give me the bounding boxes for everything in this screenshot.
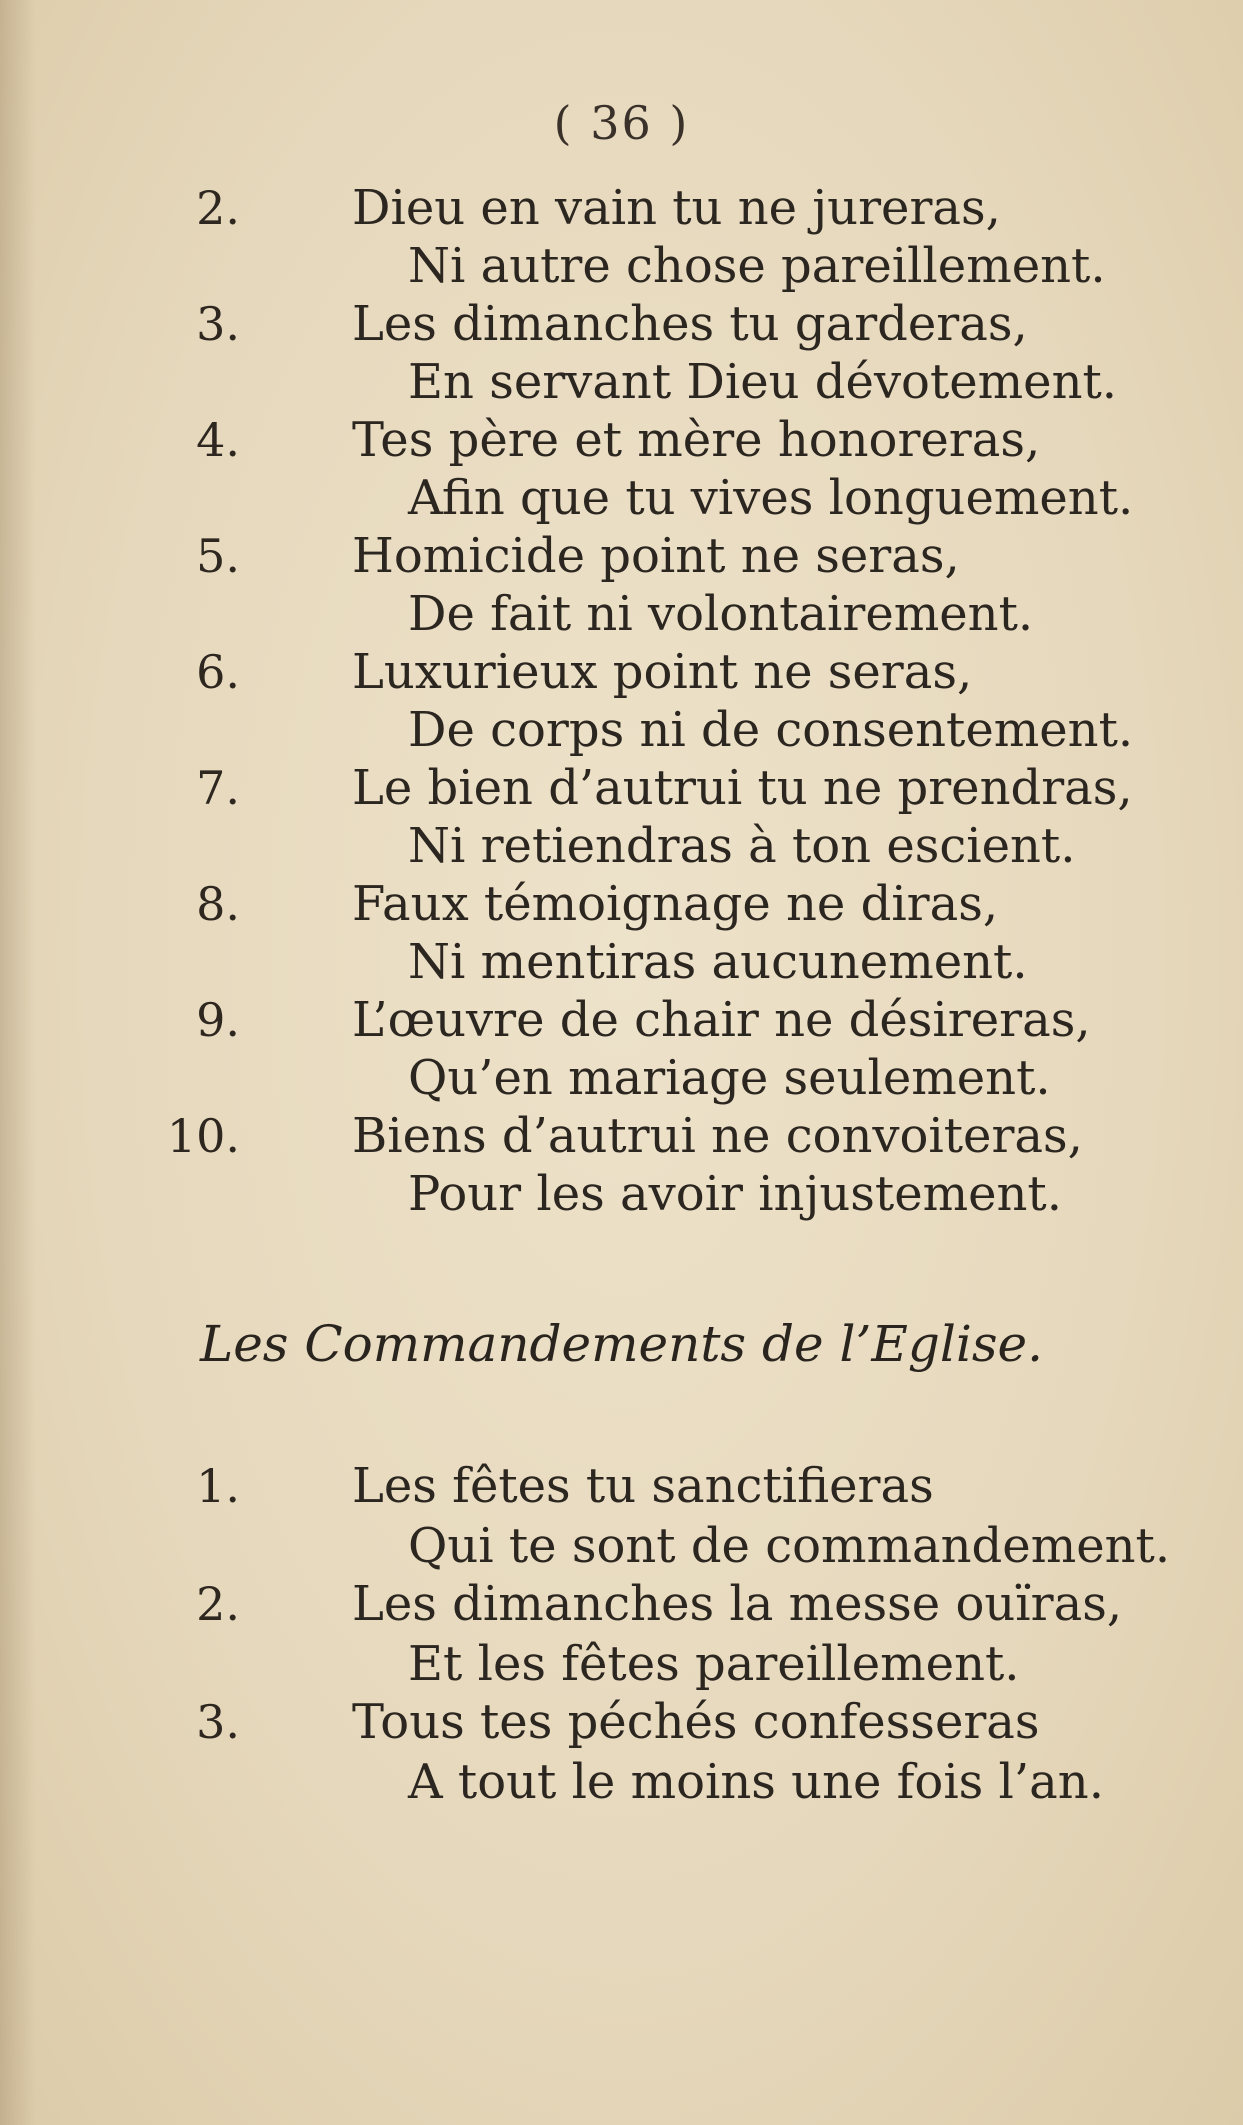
verse-line-2: Qui te sont de commandement. (408, 1518, 1171, 1574)
verse-line-1: Tes père et mère honoreras, (352, 412, 1041, 468)
verse-number: 5. (196, 529, 240, 583)
verse-line-2: Ni retiendras à ton escient. (408, 818, 1076, 874)
page-number: ( 36 ) (553, 96, 690, 150)
verse-line-2: De fait ni volontairement. (408, 586, 1034, 642)
verse-number: 6. (196, 645, 240, 699)
verse-number: 10. (166, 1109, 240, 1163)
verse-line-2: Ni autre chose pareillement. (408, 238, 1106, 294)
verse-number: 4. (196, 413, 240, 467)
verse-line-1: Luxurieux point ne seras, (352, 644, 973, 700)
verse-number: 7. (196, 761, 240, 815)
verse-line-2: Pour les avoir injustement. (408, 1166, 1062, 1222)
verse-line-1: Le bien d’autrui tu ne prendras, (352, 760, 1133, 816)
verse-line-1: Les dimanches tu garderas, (352, 296, 1028, 352)
verse-line-2: Afin que tu vives longuement. (408, 470, 1134, 526)
verse-number: 2. (196, 181, 240, 235)
verse-number: 3. (196, 1695, 240, 1749)
verse-number: 9. (196, 993, 240, 1047)
verse-number: 2. (196, 1577, 240, 1631)
verse-line-2: A tout le moins une fois l’an. (408, 1754, 1104, 1810)
verse-line-2: Ni mentiras aucunement. (408, 934, 1028, 990)
verse-number: 8. (196, 877, 240, 931)
verse-line-1: Biens d’autrui ne convoiteras, (352, 1108, 1083, 1164)
verse-line-2: De corps ni de consentement. (408, 702, 1134, 758)
verse-line-1: Homicide point ne seras, (352, 528, 960, 584)
verse-number: 1. (196, 1459, 240, 1513)
verse-line-1: L’œuvre de chair ne désireras, (352, 992, 1091, 1048)
verse-line-1: Faux témoignage ne diras, (352, 876, 999, 932)
verse-number: 3. (196, 297, 240, 351)
verse-line-1: Tous tes péchés confesseras (352, 1694, 1040, 1750)
verse-line-1: Dieu en vain tu ne jureras, (352, 180, 1001, 236)
verse-line-1: Les fêtes tu sanctifieras (352, 1458, 934, 1514)
verse-line-1: Les dimanches la messe ouïras, (352, 1576, 1123, 1632)
verse-line-2: Qu’en mariage seulement. (408, 1050, 1051, 1106)
verse-line-2: En servant Dieu dévotement. (408, 354, 1118, 410)
section-heading: Les Commandements de l’Eglise. (200, 1315, 1043, 1373)
verse-line-2: Et les fêtes pareillement. (408, 1636, 1020, 1692)
